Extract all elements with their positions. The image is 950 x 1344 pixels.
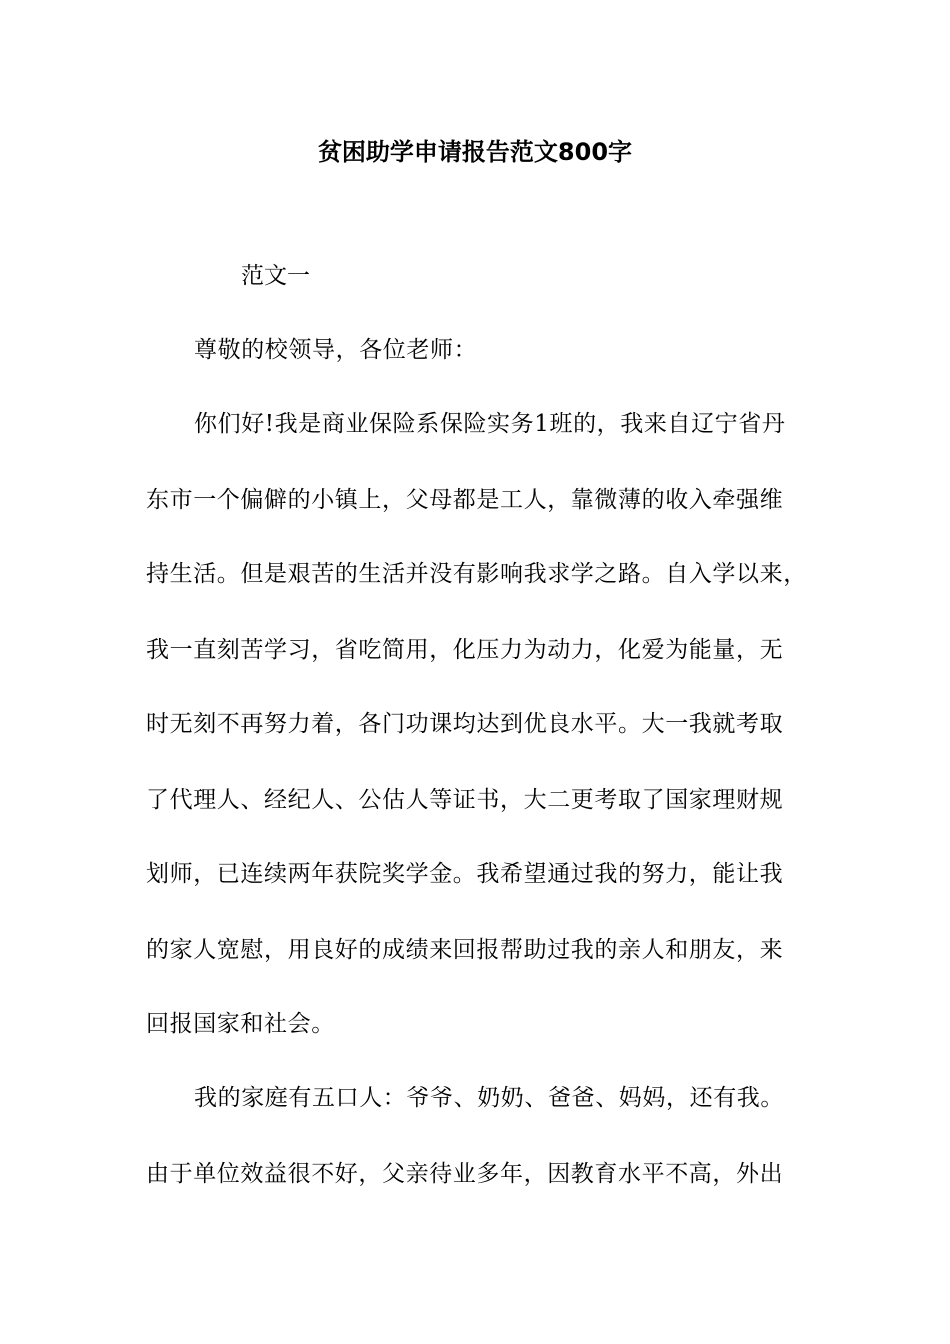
section-heading: 范文一 (241, 263, 310, 289)
paragraph-line: 我一直刻苦学习，省吃简用，化压力为动力，化爱为能量，无 (146, 637, 784, 663)
document-title: 贫困助学申请报告范文800字 (317, 138, 633, 166)
paragraph-line: 由于单位效益很不好，父亲待业多年，因教育水平不高，外出 (146, 1161, 784, 1187)
paragraph-line: 回报国家和社会。 (146, 1011, 335, 1037)
paragraph-line: 的家人宽慰，用良好的成绩来回报帮助过我的亲人和朋友，来 (146, 937, 784, 963)
salutation-line: 尊敬的校领导，各位老师： (194, 337, 478, 363)
paragraph-line: 你们好!我是商业保险系保险实务1班的，我来自辽宁省丹 (194, 411, 786, 437)
paragraph-line: 时无刻不再努力着，各门功课均达到优良水平。大一我就考取 (146, 711, 784, 737)
paragraph-line: 了代理人、经纪人、公估人等证书，大二更考取了国家理财规 (146, 787, 784, 813)
paragraph-line: 东市一个偏僻的小镇上，父母都是工人，靠微薄的收入牵强维 (146, 487, 784, 513)
paragraph-line: 划师，已连续两年获院奖学金。我希望通过我的努力，能让我 (146, 861, 784, 887)
paragraph-line: 持生活。但是艰苦的生活并没有影响我求学之路。自入学以来， (146, 561, 807, 587)
paragraph-line: 我的家庭有五口人：爷爷、奶奶、爸爸、妈妈，还有我。 (194, 1085, 784, 1111)
